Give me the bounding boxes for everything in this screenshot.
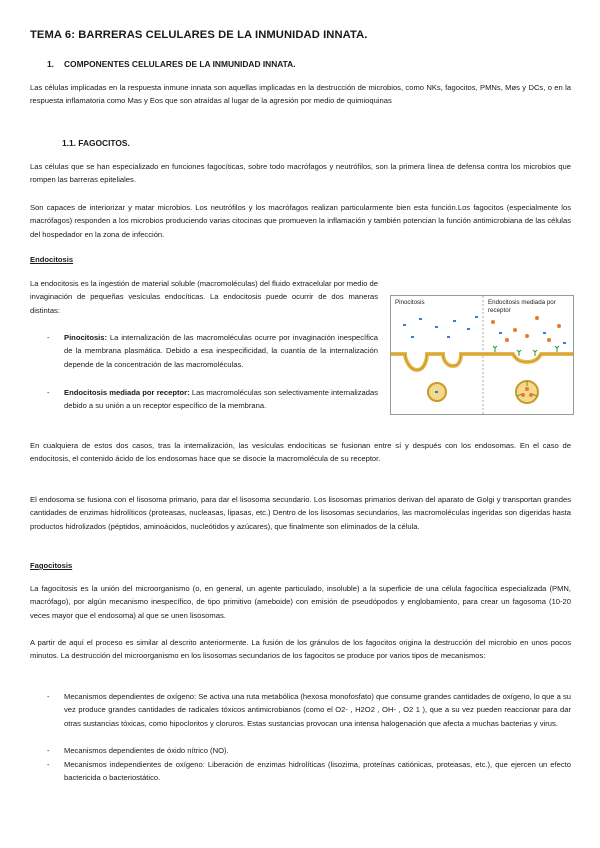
vesicle-molecule xyxy=(435,391,438,393)
fagocitos-paragraph-2: Son capaces de interiorizar y matar microbios. Los neutrófilos y los macrófagos realizan particularmente bien esta función.Los fagocitos (especialmente los macrófagos) responden a los microbios produciendo varias citocinas que promueven la inflamación y también potencian la función antimicrobiana de las células del hospedador en la zona de infección. xyxy=(30,203,571,239)
molecules-right xyxy=(499,332,566,344)
ligands-right xyxy=(491,316,561,342)
receptor-text: Las macromoléculas son selectivamente internalizadas debido a su unión a un receptor específico de la membrana. xyxy=(64,388,378,411)
pinocitosis-bullet xyxy=(64,331,378,371)
endocitosis-heading: Endocitosis xyxy=(30,255,74,264)
section-1-heading xyxy=(47,59,296,69)
endocitosis-paragraph-3: El endosoma se fusiona con el lisosoma primario, para dar el lisosoma secundario. Los lisosomas primarios derivan del aparato de Golgi y transportan grandes cantidades de enzimas hidrolíticos (proteasas, nucleasas, lipasas, etc.) Dentro de los lisosomas secundarios, las macromoléculas ingeridas son digeridas hasta productos hidrolizados (péptidos, aminoácidos, nucleótidos y azúcares), que finalmente son eliminados de la célula. xyxy=(30,495,571,531)
pinocitosis-term: Pinocitosis: xyxy=(64,333,108,342)
section-1-title: COMPONENTES CELULARES DE LA INMUNIDAD INNATA. xyxy=(64,59,296,69)
endocitosis-paragraph-2: En cualquiera de estos dos casos, tras la internalización, las vesículas endocíticas se fusionan entre sí y después con los endosomas. En el caso de endocitosis, el contenido ácido de los endosomas hace que se disocie la macromolécula de su receptor. xyxy=(30,441,571,464)
bullet-dash: - xyxy=(47,746,50,755)
bullet-dash: - xyxy=(47,692,50,701)
nitric-oxide-bullet: Mecanismos dependientes de óxido nítrico (NO). xyxy=(64,746,229,755)
intro-paragraph: Las células implicadas en la respuesta inmune innata son aquellas implicadas en la destrucción de microbios, como NKs, fagocitos, PMNs, Møs y DCs, o en la respuesta inflamatoria como Mas y Eos que son atraídas al lugar de la agresión por medio de quimioquinas xyxy=(30,83,571,106)
endocytosis-figure xyxy=(390,295,574,415)
fagocitos-paragraph-1: Las células que se han especializado en funciones fagocíticas, sobre todo macrófagos y neutrófilos, son la primera línea de defensa contra los microbios que rompen las barreras epiteliales. xyxy=(30,162,571,185)
oxygen-dependent-bullet: Mecanismos dependientes de oxígeno: Se activa una ruta metabólica (hexosa monofosfato) que consume grandes cantidades de oxígeno, lo que a su vez produce grandes cantidades de radicales tóxicos antimicrobianos (como el O2- , H2O2 , OH- , O2 1 ), que a su vez pueden reaccionar para dar otras sustancias tóxicas, como hipocloritos y cloruros. Estas sustancias provocan una intensa halogenación que afecta a muchas bacterias y virus. xyxy=(64,692,571,728)
membrane-right xyxy=(483,354,573,362)
section-1-1-heading: 1.1. FAGOCITOS. xyxy=(62,138,130,148)
figure-label-receptor: Endocitosis mediada por receptor xyxy=(488,299,556,314)
bullet-dash: - xyxy=(47,388,50,397)
figure-label-pinocytosis: Pinocitosis xyxy=(395,299,425,306)
oxygen-independent-bullet: Mecanismos independientes de oxígeno: Liberación de enzimas hidrolíticas (lisozima, proteínas catiónicas, proteasas, etc.), que ejercen un efecto bactericida o bacteriostático. xyxy=(64,760,571,783)
receptor-term: Endocitosis mediada por receptor: xyxy=(64,388,190,397)
receptor-bullet xyxy=(64,386,378,413)
section-1-number: 1. xyxy=(47,59,54,69)
fagocitosis-paragraph-2: A partir de aquí el proceso es similar al descrito anteriormente. La fusión de los gránulos de los fagocitos origina la destrucción del microbio en unos pocos minutos. La destrucción del microorganismo en los lisosomas secundarios de los fagocitos se produce por varios tipos de mecanismos: xyxy=(30,638,571,661)
bullet-dash: - xyxy=(47,760,50,769)
bullet-dash: - xyxy=(47,333,50,342)
fagocitosis-paragraph-1: La fagocitosis es la unión del microorganismo (o, en general, un agente particulado, insoluble) a la superficie de una célula fagocítica especializada (PMN, macrófago), por algún mecanismo inespecífico, de tipo primitivo (ameboide) con emisión de pseudópodos y englobamiento, para crear un fagosoma (10-20 veces mayor que el endosoma) al que se unen lisosomas. xyxy=(30,584,571,620)
fagocitosis-heading: Fagocitosis xyxy=(30,561,73,570)
page-title: TEMA 6: BARRERAS CELULARES DE LA INMUNIDAD INNATA. xyxy=(30,29,368,41)
endocitosis-paragraph-1: La endocitosis es la ingestión de material soluble (macromoléculas) del fluido extracelular por medio de invaginación de pequeñas vesículas endocíticas. La endocitosis puede ocurrir de dos maneras distintas: xyxy=(30,279,378,315)
molecules-left xyxy=(403,316,478,338)
pinocitosis-text: La internalización de las macromoléculas ocurre por invaginación inespecífica de la membrana plasmática. Debido a esa inespecificidad, la cuantía de la internalización depende de la concentración de las macromoléculas. xyxy=(64,333,378,369)
membrane-left xyxy=(391,354,483,370)
